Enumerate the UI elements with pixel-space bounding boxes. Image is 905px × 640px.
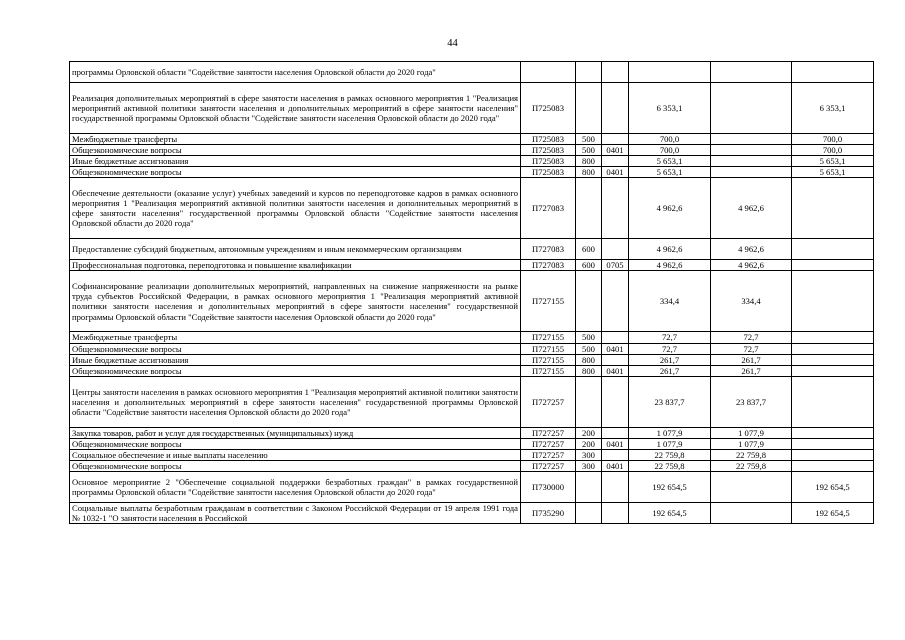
amount-total-cell: 192 654,5 — [629, 503, 711, 524]
target-code-cell — [521, 62, 576, 83]
table-row — [70, 156, 874, 167]
section-code-cell: 0401 — [602, 438, 629, 449]
amount-column-2-cell — [711, 472, 792, 503]
section-code-cell — [602, 427, 629, 438]
target-code-cell: П725083 — [521, 134, 576, 145]
amount-column-2-cell — [711, 167, 792, 178]
expense-type-cell: 800 — [576, 156, 602, 167]
expense-type-cell: 600 — [576, 239, 602, 260]
amount-total-cell: 5 653,1 — [629, 167, 711, 178]
amount-column-2-cell: 22 759,8 — [711, 461, 792, 472]
section-code-cell — [602, 156, 629, 167]
amount-column-2-cell: 334,4 — [711, 271, 792, 332]
target-code-cell: П727083 — [521, 178, 576, 239]
amount-column-3-cell: 192 654,5 — [792, 472, 874, 503]
amount-total-cell: 1 077,9 — [629, 438, 711, 449]
section-code-cell: 0401 — [602, 167, 629, 178]
row-name-cell: Межбюджетные трансферты — [70, 134, 521, 145]
expense-type-cell — [576, 472, 602, 503]
amount-total-cell: 72,7 — [629, 332, 711, 343]
amount-column-2-cell: 72,7 — [711, 332, 792, 343]
row-name-cell: Центры занятости населения в рамках основного мероприятия 1 "Реализация мероприятий активной политики занятости населения и дополнительных мероприятий в сфере занятости населения" государственной программы Орловской области "Содействие занятости населения Орловской области до 2020 года" — [70, 376, 521, 427]
table-row — [70, 472, 874, 503]
expense-type-cell: 600 — [576, 260, 602, 271]
row-name-cell: Общеэкономические вопросы — [70, 438, 521, 449]
section-code-cell — [602, 332, 629, 343]
amount-column-3-cell — [792, 438, 874, 449]
table-row — [70, 438, 874, 449]
section-code-cell — [602, 134, 629, 145]
section-code-cell — [602, 376, 629, 427]
amount-total-cell: 22 759,8 — [629, 461, 711, 472]
table-row — [70, 343, 874, 354]
amount-total-cell — [629, 62, 711, 83]
amount-column-2-cell — [711, 83, 792, 134]
row-name-cell: Закупка товаров, работ и услуг для государственных (муниципальных) нужд — [70, 427, 521, 438]
expense-type-cell — [576, 178, 602, 239]
expense-type-cell — [576, 83, 602, 134]
amount-column-3-cell: 700,0 — [792, 145, 874, 156]
row-name-cell: Социальное обеспечение и иные выплаты населению — [70, 450, 521, 461]
expense-type-cell — [576, 271, 602, 332]
amount-total-cell: 23 837,7 — [629, 376, 711, 427]
amount-column-3-cell — [792, 450, 874, 461]
row-name-cell: Обеспечение деятельности (оказание услуг) учебных заведений и курсов по переподготовке кадров в рамках основного мероприятия 1 "Реализация мероприятий активной политики занятости населения и дополнительных мероприятий в сфере занятости населения" государственной программы Орловской области "Содействие занятости населения Орловской области до 2020 года" — [70, 178, 521, 239]
row-name-cell: Основное мероприятие 2 "Обеспечение социальной поддержки безработных граждан" в рамках государственной программы Орловской области "Содействие занятости населения Орловской области до 2020 года" — [70, 472, 521, 503]
amount-total-cell: 261,7 — [629, 354, 711, 365]
row-name-cell: Предоставление субсидий бюджетным, автономным учреждениям и иным некоммерческим организациям — [70, 239, 521, 260]
amount-total-cell: 192 654,5 — [629, 472, 711, 503]
row-name-cell: Реализация дополнительных мероприятий в сфере занятости населения в рамках основного мероприятия 1 "Реализация мероприятий активной политики занятости населения и дополнительных мероприятий в сфере занятости населения" государственной программы Орловской области "Содействие занятости населения Орловской области до 2020 года" — [70, 83, 521, 134]
expense-type-cell: 300 — [576, 450, 602, 461]
amount-column-2-cell — [711, 156, 792, 167]
section-code-cell: 0705 — [602, 260, 629, 271]
target-code-cell: П727155 — [521, 365, 576, 376]
section-code-cell — [602, 178, 629, 239]
amount-total-cell: 261,7 — [629, 365, 711, 376]
target-code-cell: П727257 — [521, 438, 576, 449]
amount-column-3-cell: 5 653,1 — [792, 167, 874, 178]
row-name-cell: Социальные выплаты безработным гражданам в соответствии с Законом Российской Федерации от 19 апреля 1991 года № 1032-1 "О занятости населения в Российской — [70, 503, 521, 524]
target-code-cell: П727257 — [521, 461, 576, 472]
row-name-cell: Межбюджетные трансферты — [70, 332, 521, 343]
row-name-cell: Общеэкономические вопросы — [70, 145, 521, 156]
target-code-cell: П727257 — [521, 376, 576, 427]
table-row — [70, 145, 874, 156]
table-row — [70, 239, 874, 260]
amount-column-2-cell — [711, 62, 792, 83]
section-code-cell: 0401 — [602, 365, 629, 376]
amount-column-3-cell — [792, 178, 874, 239]
amount-column-2-cell: 4 962,6 — [711, 178, 792, 239]
expense-type-cell: 300 — [576, 461, 602, 472]
section-code-cell — [602, 472, 629, 503]
target-code-cell: П727155 — [521, 332, 576, 343]
amount-column-3-cell — [792, 343, 874, 354]
section-code-cell — [602, 62, 629, 83]
amount-total-cell: 22 759,8 — [629, 450, 711, 461]
target-code-cell: П727257 — [521, 427, 576, 438]
table-row — [70, 83, 874, 134]
row-name-cell: Профессиональная подготовка, переподготовка и повышение квалификации — [70, 260, 521, 271]
amount-column-2-cell: 72,7 — [711, 343, 792, 354]
amount-column-3-cell — [792, 376, 874, 427]
amount-column-2-cell — [711, 503, 792, 524]
expense-type-cell — [576, 503, 602, 524]
expense-type-cell: 500 — [576, 145, 602, 156]
expense-type-cell: 800 — [576, 354, 602, 365]
budget-table — [69, 61, 874, 524]
row-name-cell: Общеэкономические вопросы — [70, 167, 521, 178]
amount-total-cell: 72,7 — [629, 343, 711, 354]
table-row — [70, 134, 874, 145]
row-name-cell: Софинансирование реализации дополнительных мероприятий, направленных на снижение напряженности на рынке труда субъектов Российской Федерации, в рамках основного мероприятия 1 "Реализация мероприятий активной политики занятости населения и дополнительных мероприятий в сфере занятости населения" государственной программы Орловской области "Содействие занятости населения Орловской области до 2020 года" — [70, 271, 521, 332]
section-code-cell: 0401 — [602, 145, 629, 156]
table-row — [70, 376, 874, 427]
amount-total-cell: 1 077,9 — [629, 427, 711, 438]
amount-column-2-cell: 1 077,9 — [711, 427, 792, 438]
amount-column-3-cell: 192 654,5 — [792, 503, 874, 524]
target-code-cell: П725083 — [521, 145, 576, 156]
expense-type-cell: 500 — [576, 332, 602, 343]
amount-column-3-cell — [792, 260, 874, 271]
amount-column-2-cell: 23 837,7 — [711, 376, 792, 427]
amount-total-cell: 4 962,6 — [629, 239, 711, 260]
table-row — [70, 332, 874, 343]
target-code-cell: П730000 — [521, 472, 576, 503]
expense-type-cell: 800 — [576, 365, 602, 376]
expense-type-cell — [576, 62, 602, 83]
target-code-cell: П727083 — [521, 260, 576, 271]
table-row — [70, 503, 874, 524]
expense-type-cell: 200 — [576, 427, 602, 438]
amount-column-2-cell — [711, 145, 792, 156]
amount-column-2-cell: 261,7 — [711, 365, 792, 376]
amount-column-3-cell — [792, 427, 874, 438]
amount-column-2-cell: 261,7 — [711, 354, 792, 365]
expense-type-cell: 200 — [576, 438, 602, 449]
section-code-cell — [602, 450, 629, 461]
amount-column-3-cell — [792, 239, 874, 260]
page-number: 44 — [447, 38, 458, 49]
amount-column-2-cell: 4 962,6 — [711, 239, 792, 260]
section-code-cell: 0401 — [602, 461, 629, 472]
target-code-cell: П725083 — [521, 167, 576, 178]
row-name-cell: Общеэкономические вопросы — [70, 343, 521, 354]
section-code-cell — [602, 354, 629, 365]
amount-column-2-cell: 1 077,9 — [711, 438, 792, 449]
amount-total-cell: 5 653,1 — [629, 156, 711, 167]
section-code-cell — [602, 83, 629, 134]
table-row — [70, 271, 874, 332]
amount-column-3-cell — [792, 62, 874, 83]
target-code-cell: П727155 — [521, 271, 576, 332]
table-row — [70, 450, 874, 461]
expense-type-cell: 500 — [576, 134, 602, 145]
amount-total-cell: 700,0 — [629, 134, 711, 145]
amount-total-cell: 4 962,6 — [629, 178, 711, 239]
amount-column-3-cell — [792, 354, 874, 365]
expense-type-cell: 500 — [576, 343, 602, 354]
amount-total-cell: 334,4 — [629, 271, 711, 332]
target-code-cell: П725083 — [521, 156, 576, 167]
target-code-cell: П735290 — [521, 503, 576, 524]
table-row — [70, 167, 874, 178]
section-code-cell — [602, 239, 629, 260]
target-code-cell: П727155 — [521, 354, 576, 365]
amount-column-3-cell: 700,0 — [792, 134, 874, 145]
row-name-cell: Общеэкономические вопросы — [70, 461, 521, 472]
target-code-cell: П727257 — [521, 450, 576, 461]
expense-type-cell: 800 — [576, 167, 602, 178]
amount-column-3-cell — [792, 271, 874, 332]
amount-column-2-cell: 22 759,8 — [711, 450, 792, 461]
expense-type-cell — [576, 376, 602, 427]
target-code-cell: П727083 — [521, 239, 576, 260]
amount-total-cell: 4 962,6 — [629, 260, 711, 271]
section-code-cell: 0401 — [602, 343, 629, 354]
amount-column-3-cell — [792, 332, 874, 343]
amount-column-3-cell: 6 353,1 — [792, 83, 874, 134]
row-name-cell: Иные бюджетные ассигнования — [70, 156, 521, 167]
table-row — [70, 178, 874, 239]
table-body — [70, 62, 874, 524]
table-row — [70, 62, 874, 83]
row-name-cell: программы Орловской области "Содействие занятости населения Орловской области до 2020 года" — [70, 62, 521, 83]
table-row — [70, 354, 874, 365]
amount-column-2-cell — [711, 134, 792, 145]
target-code-cell: П725083 — [521, 83, 576, 134]
amount-column-2-cell: 4 962,6 — [711, 260, 792, 271]
amount-column-3-cell — [792, 365, 874, 376]
table-row — [70, 461, 874, 472]
amount-column-3-cell: 5 653,1 — [792, 156, 874, 167]
table-row — [70, 427, 874, 438]
amount-total-cell: 700,0 — [629, 145, 711, 156]
section-code-cell — [602, 271, 629, 332]
row-name-cell: Общеэкономические вопросы — [70, 365, 521, 376]
target-code-cell: П727155 — [521, 343, 576, 354]
section-code-cell — [602, 503, 629, 524]
amount-column-3-cell — [792, 461, 874, 472]
row-name-cell: Иные бюджетные ассигнования — [70, 354, 521, 365]
table-row — [70, 260, 874, 271]
amount-total-cell: 6 353,1 — [629, 83, 711, 134]
table-row — [70, 365, 874, 376]
